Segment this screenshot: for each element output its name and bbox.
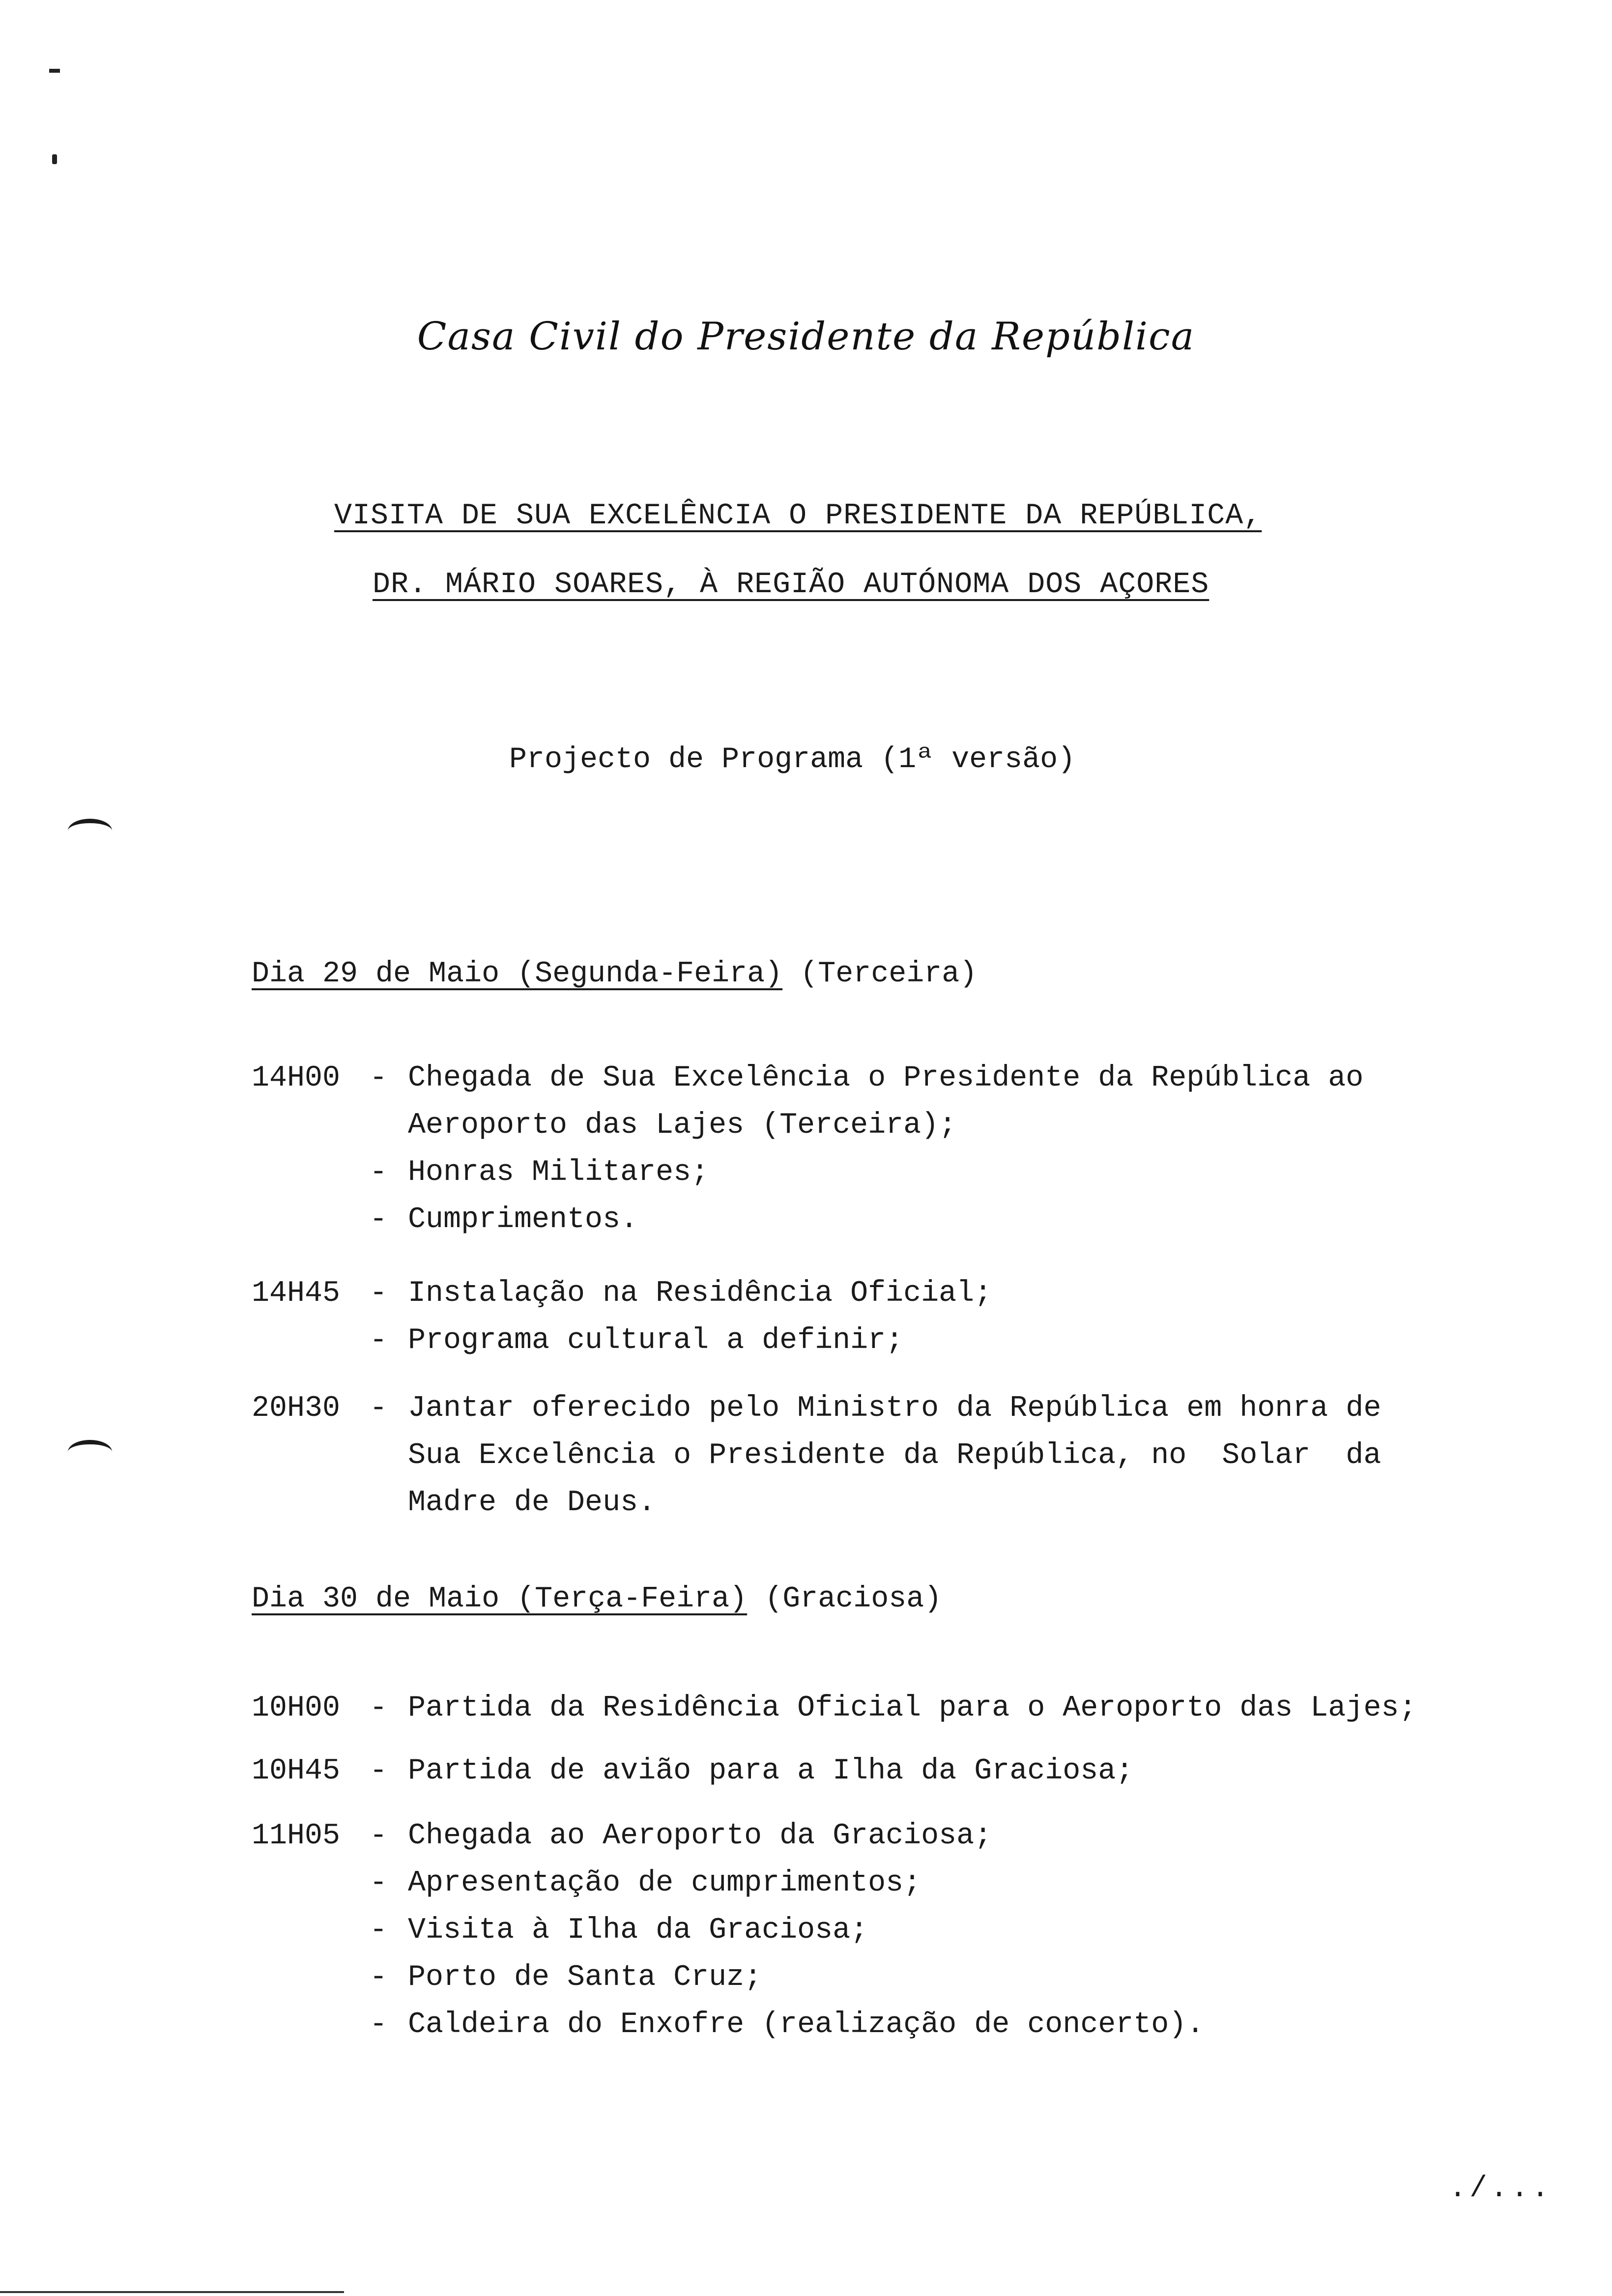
entry-time: 11H05 — [252, 1819, 341, 1853]
entry-item: Caldeira do Enxofre (realização de concerto). — [408, 2008, 1205, 2041]
entry-text: Chegada ao Aeroporto da Graciosa; — [408, 1819, 992, 1853]
dash: - — [370, 1062, 388, 1095]
entry-text: Madre de Deus. — [408, 1486, 656, 1520]
scan-mark — [52, 154, 57, 164]
entry-text: Partida de avião para a Ilha da Graciosa; — [408, 1754, 1134, 1788]
letterhead: Casa Civil do Presidente da República — [417, 315, 1195, 359]
punch-hole-mark — [68, 1440, 112, 1464]
dash: - — [370, 1324, 388, 1357]
dash: - — [370, 2008, 388, 2041]
title-line-2: DR. MÁRIO SOARES, À REGIÃO AUTÓNOMA DOS AÇORES — [373, 568, 1209, 602]
entry-item: Apresentação de cumprimentos; — [408, 1866, 921, 1900]
entry-item: Visita à Ilha da Graciosa; — [408, 1914, 868, 1947]
day-heading — [252, 957, 977, 991]
entry-time: 20H30 — [252, 1392, 341, 1425]
continuation-mark: ./... — [1449, 2172, 1553, 2206]
schedule-entry — [252, 1055, 1529, 1243]
schedule-entry — [252, 1812, 1529, 2048]
schedule-entry — [252, 1385, 1529, 1526]
entry-item: Cumprimentos. — [408, 1203, 638, 1236]
day-heading-date: Dia 30 de Maio (Terça-Feira) — [252, 1582, 748, 1616]
entry-text: Partida da Residência Oficial para o Aeroporto das Lajes; — [408, 1692, 1417, 1725]
entry-time: 14H45 — [252, 1277, 341, 1310]
dash: - — [370, 1392, 388, 1425]
entry-item: Porto de Santa Cruz; — [408, 1961, 762, 1994]
title-line-1: VISITA DE SUA EXCELÊNCIA O PRESIDENTE DA REPÚBLICA, — [334, 499, 1262, 533]
subtitle: Projecto de Programa (1ª versão) — [509, 743, 1076, 776]
bottom-rule — [0, 2291, 344, 2293]
entry-item: Honras Militares; — [408, 1156, 709, 1189]
day-heading-date: Dia 29 de Maio (Segunda-Feira) — [252, 957, 783, 991]
entry-time: 10H45 — [252, 1754, 341, 1788]
entry-text: Chegada de Sua Excelência o Presidente da República ao — [408, 1062, 1364, 1095]
schedule-entry — [252, 1685, 1529, 1732]
entry-text: Instalação na Residência Oficial; — [408, 1277, 992, 1310]
schedule-entry — [252, 1270, 1529, 1364]
dash: - — [370, 1914, 388, 1947]
entry-item: Programa cultural a definir; — [408, 1324, 904, 1357]
dash: - — [370, 1819, 388, 1853]
dash: - — [370, 1866, 388, 1900]
punch-hole-mark — [68, 819, 112, 843]
entry-text: Jantar oferecido pelo Ministro da República em honra de — [408, 1392, 1382, 1425]
dash: - — [370, 1277, 388, 1310]
dash: - — [370, 1961, 388, 1994]
entry-time: 10H00 — [252, 1692, 341, 1725]
day-heading — [252, 1582, 942, 1616]
entry-text: Aeroporto das Lajes (Terceira); — [408, 1109, 957, 1142]
entry-text: Sua Excelência o Presidente da República, no Solar da — [408, 1439, 1382, 1472]
scan-mark — [49, 69, 60, 73]
dash: - — [370, 1754, 388, 1788]
entry-time: 14H00 — [252, 1062, 341, 1095]
day-heading-place: (Graciosa) — [765, 1582, 942, 1616]
day-heading-place: (Terceira) — [800, 957, 978, 991]
dash: - — [370, 1156, 388, 1189]
schedule-entry — [252, 1748, 1529, 1795]
dash: - — [370, 1203, 388, 1236]
dash: - — [370, 1692, 388, 1725]
